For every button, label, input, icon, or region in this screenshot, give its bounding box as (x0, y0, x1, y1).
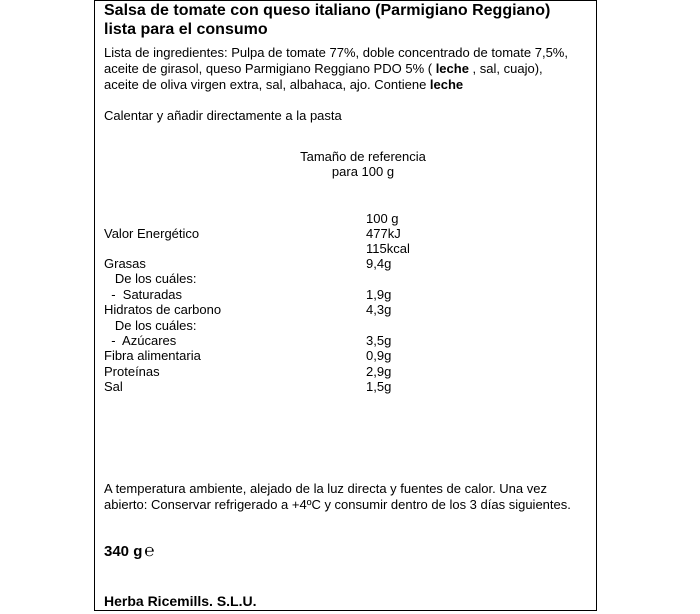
nutrition-value: 477kJ (366, 226, 401, 241)
company-name: Herba Ricemills. S.L.U. (104, 593, 257, 609)
nutrition-label: Sal (104, 379, 123, 394)
allergen-leche-contains: leche (429, 77, 464, 92)
net-weight: 340 g ℮ (104, 541, 155, 560)
reference-size-basis: para 100 g (331, 164, 395, 179)
ingredients-line-3: aceite de oliva virgen extra, sal, albahaca, ajo. Contiene leche (104, 77, 464, 92)
nutrition-label: - Saturadas (104, 287, 183, 302)
usage-instructions: Calentar y añadir directamente a la pasta (104, 108, 342, 123)
nutrition-label: De los cuáles: (104, 271, 197, 286)
nutrition-value: 115kcal (366, 241, 410, 256)
nutrition-value: 0,9g (366, 348, 392, 363)
nutrition-value: 3,5g (366, 333, 392, 348)
nutrition-value: 4,3g (366, 302, 392, 317)
nutrition-value: 1,5g (366, 379, 392, 394)
nutrition-value: 1,9g (366, 287, 392, 302)
nutrition-value: 9,4g (366, 256, 392, 271)
ingredients-line-1: Lista de ingredientes: Pulpa de tomate 77%, doble concentrado de tomate 7,5%, (104, 45, 568, 60)
allergen-leche: leche (435, 61, 469, 76)
reference-size-title: Tamaño de referencia (300, 149, 426, 164)
nutrition-label: Hidratos de carbono (104, 302, 222, 317)
nutrition-label: Valor Energético (104, 226, 200, 241)
estimated-sign-icon: ℮ (144, 541, 155, 560)
nutrition-column-header: 100 g (366, 211, 399, 226)
ingredients-line-2: aceite de girasol, queso Parmigiano Reggiano PDO 5% ( leche , sal, cuajo), (104, 61, 543, 76)
nutrition-label: Grasas (104, 256, 146, 271)
nutrition-value: 2,9g (366, 364, 392, 379)
product-title: Salsa de tomate con queso italiano (Parmigiano Reggiano) (104, 2, 551, 19)
nutrition-label: Fibra alimentaria (104, 348, 201, 363)
nutrition-label: De los cuáles: (104, 318, 197, 333)
product-subtitle: lista para el consumo (104, 21, 268, 38)
storage-line-2: abierto: Conservar refrigerado a +4ºC y consumir dentro de los 3 días siguientes. (104, 497, 571, 512)
storage-line-1: A temperatura ambiente, alejado de la luz directa y fuentes de calor. Una vez (104, 481, 547, 496)
nutrition-label: Proteínas (104, 364, 160, 379)
nutrition-label: - Azúcares (104, 333, 177, 348)
